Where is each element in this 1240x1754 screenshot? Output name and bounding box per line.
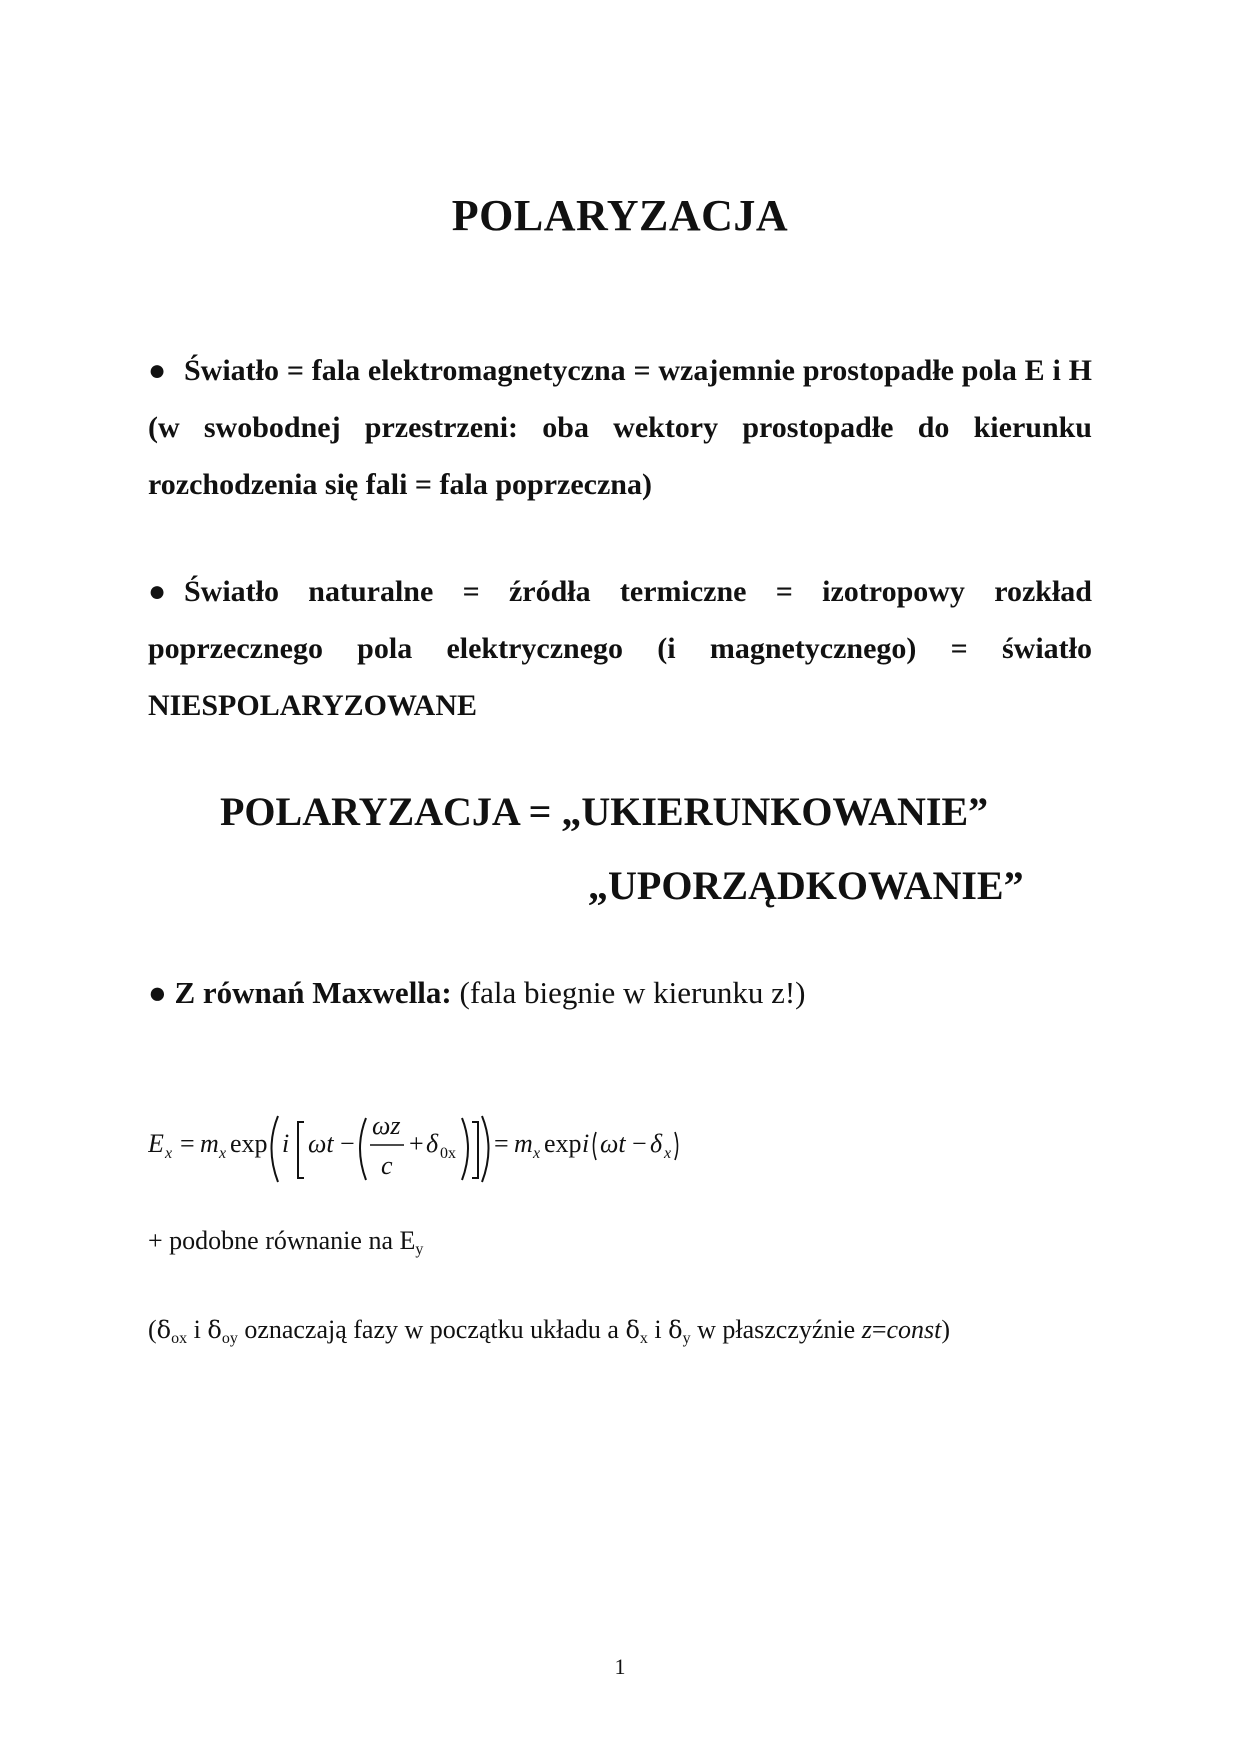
eq-lhs-sub: x <box>165 1145 173 1162</box>
eq-delta: δ <box>650 1129 663 1158</box>
eq-delta-0: δ <box>426 1129 439 1158</box>
note2-delta-ox-sub: ox <box>171 1330 188 1347</box>
bullet-paragraph-natural-light <box>148 563 1092 734</box>
eq-amp-sub-1: x <box>219 1145 227 1162</box>
similar-equation-note <box>148 1226 423 1259</box>
note2-delta-ox: δ <box>156 1316 172 1344</box>
bullet-icon: ● <box>148 354 167 387</box>
eq-paren-close-inner <box>462 1118 468 1180</box>
eq-amp-1: m <box>200 1129 219 1158</box>
note2-open: ( <box>148 1315 157 1344</box>
eq-delta-0-sub: 0x <box>440 1145 456 1162</box>
eq-paren-close-small <box>675 1132 678 1160</box>
eq-exp-2: exp <box>544 1129 582 1158</box>
paragraph-text: Światło naturalne = źródła termiczne = izotropowy rozkład poprzecznego pola elektrycznego (i magnetycznego) = światło NIESPOLARYZOWANE <box>148 575 1092 722</box>
eq-bracket-close <box>472 1122 478 1178</box>
eq-frac-num: ωz <box>372 1111 401 1140</box>
eq-equals-1: = <box>180 1129 195 1158</box>
eq-paren-open-inner <box>360 1118 366 1180</box>
phase-note <box>148 1315 950 1348</box>
eq-i-2: i <box>582 1129 590 1158</box>
note2-delta-x: δ <box>625 1316 640 1344</box>
eq-delta-sub: x <box>664 1145 672 1162</box>
page-number: 1 <box>614 1654 626 1679</box>
eq-bracket-open <box>298 1122 304 1178</box>
maxwell-line <box>148 975 806 1011</box>
note2-z: z <box>861 1315 872 1344</box>
note2-and-2: i <box>647 1315 669 1344</box>
definition-line-1: POLARYZACJA = „UKIERUNKOWANIE” <box>220 789 989 834</box>
eq-paren-open-small <box>594 1132 597 1160</box>
paragraph-text: Światło = fala elektromagnetyczna = wzajemnie prostopadłe pola E i H (w swobodnej przestrzeni: oba wektory prostopadłe do kierunku rozchodzenia się fali = fala poprzeczna) <box>148 354 1092 501</box>
eq-paren-close-outer <box>482 1116 489 1182</box>
eq-amp-2: m <box>514 1129 533 1158</box>
note2-close: ) <box>941 1315 951 1344</box>
eq-frac-den: c <box>381 1151 393 1180</box>
eq-omega-t-2: ωt <box>600 1129 626 1158</box>
note2-mid: oznaczają fazy w początku układu a <box>237 1315 626 1344</box>
eq-omega-t-1: ωt <box>308 1129 334 1158</box>
maxwell-heading: Z równań Maxwella: <box>174 975 452 1010</box>
note2-const: const <box>886 1315 942 1344</box>
note2-tail: w płaszczyźnie <box>690 1315 862 1344</box>
note2-eq: = <box>871 1315 887 1344</box>
note2-delta-oy-sub: oy <box>221 1330 238 1347</box>
page-title: POLARYZACJA <box>451 191 789 240</box>
eq-minus-2: − <box>632 1129 647 1158</box>
eq-amp-sub-2: x <box>533 1145 541 1162</box>
eq-plus: + <box>409 1129 424 1158</box>
eq-paren-open-outer <box>272 1116 279 1182</box>
note2-delta-y-sub: y <box>682 1330 691 1347</box>
definition-line-2: „UPORZĄDKOWANIE” <box>588 863 1024 908</box>
maxwell-note: (fala biegnie w kierunku z!) <box>459 975 806 1010</box>
bullet-paragraph-light <box>148 342 1092 513</box>
eq-minus-1: − <box>340 1129 355 1158</box>
note2-and-1: i <box>187 1315 208 1344</box>
eq-exp-1: exp <box>230 1129 268 1158</box>
wave-equation <box>148 1086 688 1196</box>
note2-delta-x-sub: x <box>639 1330 648 1347</box>
note1-text: + podobne równanie na E <box>148 1226 416 1255</box>
bullet-icon: ● <box>148 575 167 608</box>
eq-equals-2: = <box>494 1129 509 1158</box>
note1-sub: y <box>415 1241 424 1258</box>
bullet-icon: ● <box>148 975 167 1010</box>
note2-delta-y: δ <box>668 1316 683 1344</box>
eq-i: i <box>282 1129 290 1158</box>
note2-delta-oy: δ <box>207 1316 222 1344</box>
eq-lhs-var: E <box>148 1129 164 1158</box>
